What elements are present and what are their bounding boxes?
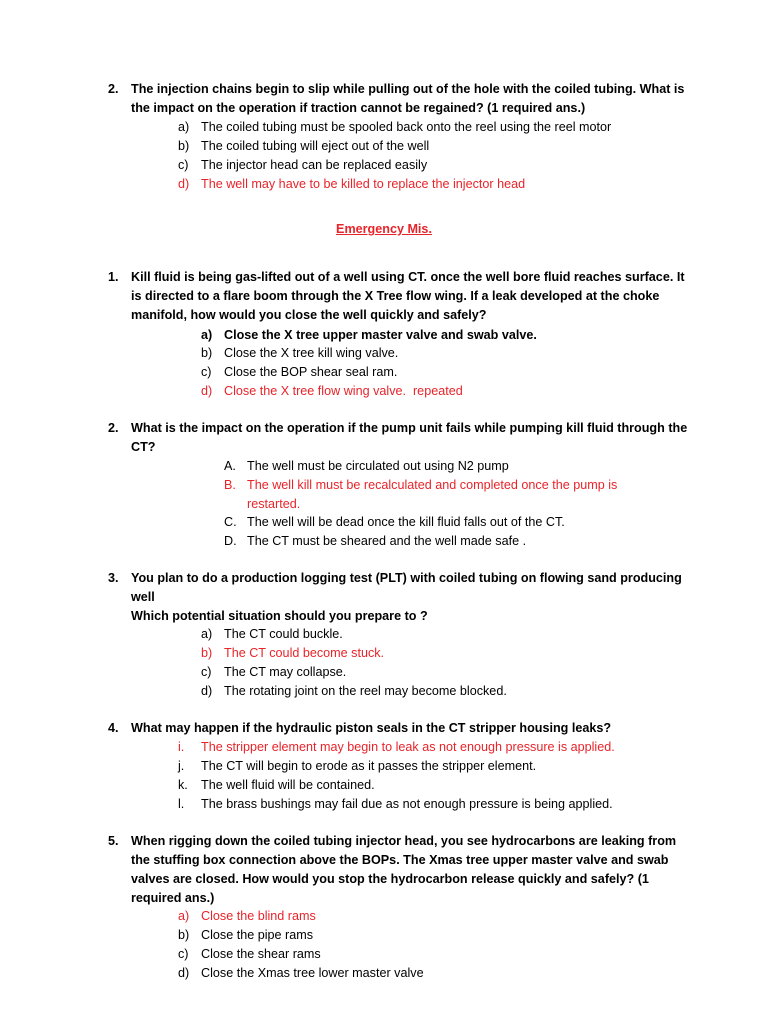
option-text: The coiled tubing must be spooled back onto the reel using the reel motor: [201, 120, 612, 134]
option-c: [178, 945, 321, 964]
option-l: [178, 795, 613, 814]
option-b-answer: [224, 476, 644, 514]
option-c: [201, 363, 397, 382]
option-label: c): [178, 158, 189, 172]
option-label: A.: [224, 459, 236, 473]
question-number: 5.: [108, 834, 119, 848]
question-number: 4.: [108, 721, 119, 735]
option-text: Close the shear rams: [201, 947, 321, 961]
option-label: b): [178, 139, 190, 153]
question-4: [108, 719, 688, 738]
option-label: l.: [178, 797, 185, 811]
question-2: [108, 419, 688, 457]
question-3: [108, 569, 688, 626]
question-number: 2.: [108, 421, 119, 435]
option-label: c): [201, 665, 212, 679]
question-text: Kill fluid is being gas-lifted out of a well using CT. once the well bore fluid reaches surface. It is directed to a flare boom through the X Tree flow wing. If a leak developed at the choke manifold, how would you close the well quickly and safely?: [131, 270, 685, 322]
option-text: The stripper element may begin to leak as not enough pressure is applied.: [201, 740, 615, 754]
option-text: The coiled tubing will eject out of the well: [201, 139, 430, 153]
option-label: B.: [224, 478, 236, 492]
option-text: Close the X tree flow wing valve. repeated: [224, 384, 463, 398]
option-label: d): [201, 684, 213, 698]
question-number: 1.: [108, 270, 119, 284]
question-text-line2: Which potential situation should you prepare to ?: [131, 609, 428, 623]
option-text: The well will be dead once the kill fluid falls out of the CT.: [247, 515, 565, 529]
option-c: [224, 513, 565, 532]
option-label: b): [201, 346, 213, 360]
option-label: d): [201, 384, 213, 398]
question-number: 2.: [108, 82, 119, 96]
option-d: [224, 532, 526, 551]
option-text: The injector head can be replaced easily: [201, 158, 428, 172]
option-c: [178, 156, 427, 175]
option-b: [201, 344, 398, 363]
option-label: a): [201, 328, 213, 342]
question-text: The injection chains begin to slip while pulling out of the hole with the coiled tubing. What is the impact on the operation if traction cannot be regained? (1 required ans.): [131, 82, 685, 115]
option-label: c): [201, 365, 212, 379]
option-text: The rotating joint on the reel may become blocked.: [224, 684, 507, 698]
option-i-answer: [178, 738, 615, 757]
option-d-answer: [178, 175, 525, 194]
option-label: j.: [178, 759, 185, 773]
question-text: What may happen if the hydraulic piston seals in the CT stripper housing leaks?: [131, 721, 612, 735]
option-text: The CT will begin to erode as it passes the stripper element.: [201, 759, 537, 773]
question-number: 3.: [108, 571, 119, 585]
option-a: [201, 326, 537, 345]
option-label: i.: [178, 740, 185, 754]
section-heading: Emergency Mis.: [336, 222, 432, 236]
option-text: The CT must be sheared and the well made safe .: [247, 534, 527, 548]
question-text: What is the impact on the operation if the pump unit fails while pumping kill fluid through the CT?: [131, 421, 688, 454]
option-label: c): [178, 947, 189, 961]
option-d: [201, 682, 507, 701]
option-text: Close the X tree kill wing valve.: [224, 346, 399, 360]
option-label: d): [178, 966, 190, 980]
question-5: [108, 832, 688, 908]
option-label: d): [178, 177, 190, 191]
option-text: Close the BOP shear seal ram.: [224, 365, 398, 379]
option-text: The well kill must be recalculated and completed once the pump is restarted.: [247, 478, 618, 511]
option-text: The well may have to be killed to replace the injector head: [201, 177, 526, 191]
question-text: When rigging down the coiled tubing injector head, you see hydrocarbons are leaking from the stuffing box connection above the BOPs. The Xmas tree upper master valve and swab valves are closed. How would you stop the hydrocarbon release quickly and safely? (1 required ans.): [131, 834, 677, 905]
option-a: [201, 625, 343, 644]
option-b: [178, 926, 313, 945]
option-a-answer: [178, 907, 316, 926]
option-text: The CT could buckle.: [224, 627, 343, 641]
option-a: [178, 118, 611, 137]
option-text: The CT could become stuck.: [224, 646, 385, 660]
option-text: The well must be circulated out using N2 pump: [247, 459, 509, 473]
option-text: The CT may collapse.: [224, 665, 347, 679]
option-text: Close the blind rams: [201, 909, 316, 923]
option-text: The well fluid will be contained.: [201, 778, 375, 792]
option-text: Close the Xmas tree lower master valve: [201, 966, 424, 980]
option-d: [178, 964, 424, 983]
option-text: Close the X tree upper master valve and swab valve.: [224, 328, 537, 342]
question-intro-2: [108, 80, 688, 118]
option-label: a): [178, 909, 190, 923]
option-b: [178, 137, 429, 156]
option-label: b): [201, 646, 213, 660]
option-b-answer: [201, 644, 384, 663]
option-a: [224, 457, 509, 476]
option-c: [201, 663, 346, 682]
option-text: Close the pipe rams: [201, 928, 313, 942]
option-label: a): [201, 627, 213, 641]
option-label: k.: [178, 778, 188, 792]
option-label: C.: [224, 515, 237, 529]
question-text-line1: You plan to do a production logging test (PLT) with coiled tubing on flowing sand producing well: [131, 571, 682, 604]
option-text: The brass bushings may fail due as not enough pressure is being applied.: [201, 797, 613, 811]
option-label: D.: [224, 534, 237, 548]
option-j: [178, 757, 536, 776]
question-1: [108, 268, 688, 325]
option-label: a): [178, 120, 190, 134]
option-k: [178, 776, 375, 795]
option-d-answer: [201, 382, 463, 401]
option-label: b): [178, 928, 190, 942]
